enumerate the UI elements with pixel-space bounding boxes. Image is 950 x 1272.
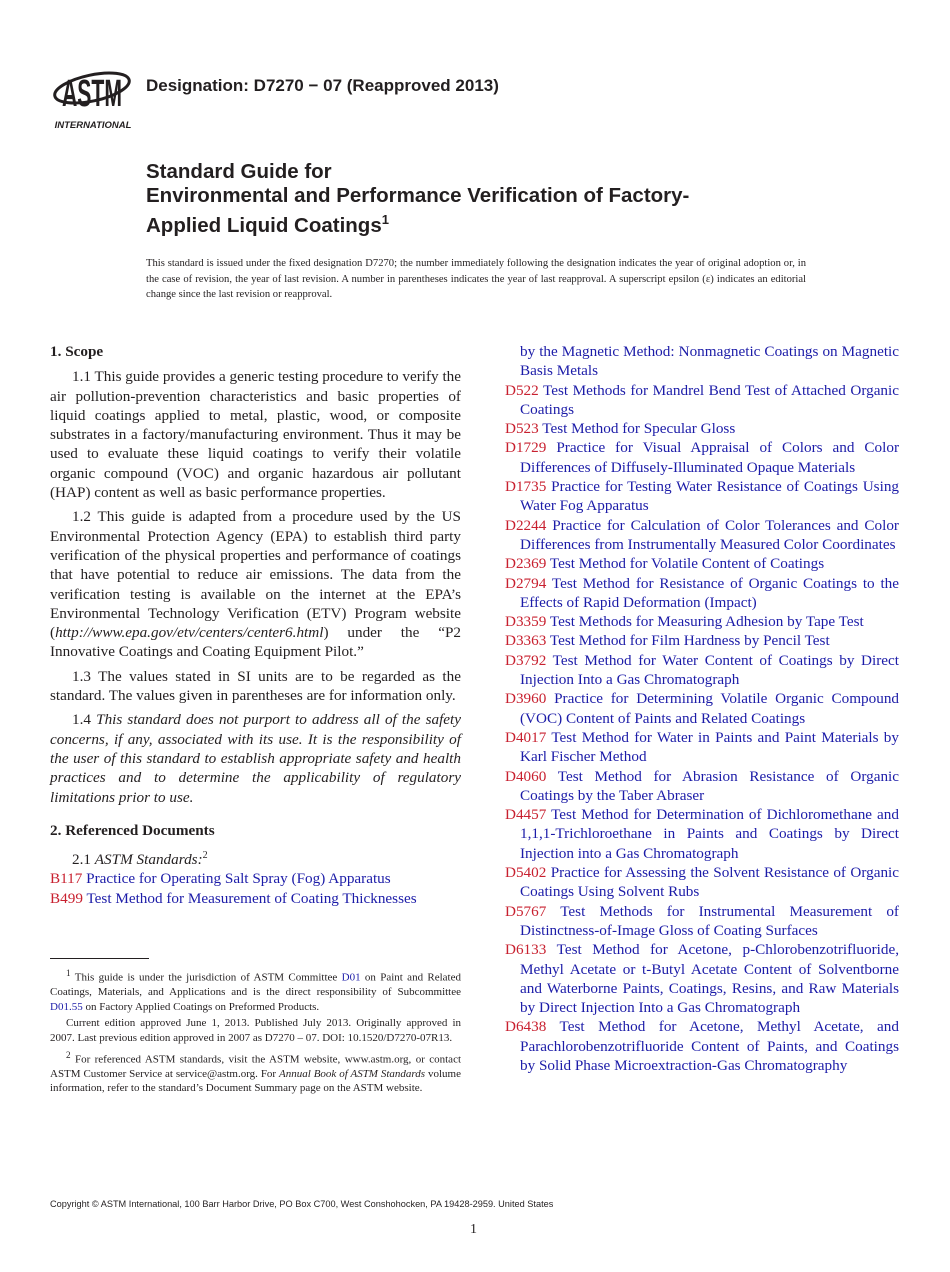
subsection-astm-standards: 2.1 ASTM Standards:$^2$ (72, 850, 208, 869)
reference-item (505, 381, 899, 420)
reference-title-link[interactable]: Practice for Visual Appraisal of Colors and Color Differences of Diffusely-Illuminated Opaque Materials (520, 439, 900, 476)
paragraph-1-3: 1.3 The values stated in SI units are to be regarded as the standard. The values given in parentheses are for information only. (50, 667, 461, 705)
footnote-1: $^1$ This guide is under the jurisdiction of ASTM Committee D01 on Paint and Related Coatings, Materials, and Applications and is the direct responsibility of Subcommittee D01.55 on Factory Applied Coatings on Preformed Products. (50, 968, 461, 1013)
reference-title-link[interactable]: Test Methods for Instrumental Measurement of Distinctness-of-Image Gloss of Coating Surfaces (520, 902, 899, 939)
reference-item (505, 863, 899, 902)
copyright: Copyright © ASTM International, 100 Barr Harbor Drive, PO Box C700, West Conshohocken, PA 19428-2959. United States (50, 1199, 554, 1209)
page-number: 1 (470, 1222, 477, 1237)
reference-item (50, 889, 461, 908)
reference-code-link[interactable]: D2244 (505, 516, 547, 534)
reference-title-link[interactable]: Practice for Assessing the Solvent Resistance of Organic Coatings Using Solvent Rubs (520, 864, 899, 901)
reference-item (505, 574, 899, 613)
paragraph-1-1: 1.1 This guide provides a generic testing procedure to verify the air pollution-prevention characteristics and basic properties of liquid coatings applied to metal, plastic, wood, or composite substrates in a factory/manufacturing environment. Thus it may be used to evaluate these liquid coatings to verify their volatile organic compound (VOC) and organic hazardous air pollutant (HAP) content as well as basic performance properties. (50, 368, 461, 502)
reference-item (505, 651, 899, 690)
reference-item (505, 1017, 899, 1075)
reference-title-link[interactable]: Test Method for Determination of Dichloromethane and 1,1,1-Trichloroethane in Paints and Coatings by Direct Injection into a Gas Chromatograph (520, 806, 899, 862)
standard-notice: This standard is issued under the fixed designation D7270; the number immediately following the designation indicates the year of original adoption or, in the case of revision, the year of last revision. A number in parentheses indicates the year of last reapproval. A superscript epsilon (ε) indicates an editorial change since the last revision or reapproval. (146, 258, 806, 300)
footnote-ref[interactable]: 2 (202, 850, 208, 862)
reference-code-link[interactable]: D6438 (505, 1018, 547, 1036)
title-line: Applied Liquid Coatings$^1$ (146, 212, 389, 237)
reference-code-link[interactable]: D522 (505, 381, 539, 399)
reference-title-link[interactable]: Test Method for Acetone, p-Chlorobenzotrifluoride, Methyl Acetate or t-Butyl Acetate Content of Solventborne and Waterborne Paints, Coatings, Resins, and Raw Materials by Direct Injection Into a Gas Chromatograph (520, 941, 899, 1017)
reference-code-link[interactable]: B117 (50, 870, 83, 888)
section-heading-scope: 1. Scope (50, 343, 104, 360)
reference-code-link[interactable]: D2794 (505, 574, 547, 592)
reference-title-link[interactable]: Practice for Calculation of Color Tolerances and Color Differences from Instrumentally Measured Color Coordinates (520, 516, 899, 553)
etv-url-link[interactable]: http://www.epa.gov/etv/centers/center6.html (55, 624, 324, 642)
reference-title-link[interactable]: Test Method for Specular Gloss (542, 420, 736, 438)
reference-code-link[interactable]: D5402 (505, 864, 547, 882)
document-title (146, 160, 826, 238)
paragraph-1-4: 1.4 This standard does not purport to address all of the safety concerns, if any, associated with its use. It is the responsibility of the user of this standard to establish appropriate safety and health practices and to determine the applicability of regulatory limitations prior to use. (50, 711, 462, 806)
reference-item (505, 631, 899, 650)
footnote-ref[interactable]: 1 (381, 212, 389, 227)
reference-title-link[interactable]: Test Method for Acetone, Methyl Acetate, and Parachlorobenzotrifluoride Content of Paints, and Coatings by Solid Phase Microextraction-Gas Chromatography (520, 1018, 899, 1074)
section-heading-referenced-documents: 2. Referenced Documents (50, 821, 215, 839)
reference-item (50, 869, 461, 888)
reference-code-link[interactable]: D3960 (505, 690, 547, 708)
reference-code-link[interactable]: D3792 (505, 651, 547, 669)
reference-code-link[interactable]: D4457 (505, 806, 547, 824)
reference-code-link[interactable]: D5767 (505, 902, 547, 920)
paragraph-1-2: 1.2 This guide is adapted from a procedure used by the US Environmental Protection Agency (EPA) to establish third party verification of the physical properties and performance of coatings that have potential to reduce air emissions. The data from the verification testing is available on the internet at the EPA’s Environmental Technology Verification (ETV) Program website (http://www.epa.gov/etv/centers/center6.html) under the “P2 Innovative Coatings and Coating Equipment Pilot.” (50, 508, 461, 661)
reference-code-link[interactable]: D4017 (505, 728, 547, 746)
reference-item (505, 419, 899, 438)
reference-code-link[interactable]: B499 (50, 889, 83, 907)
reference-code-link[interactable]: D4060 (505, 767, 547, 785)
designation: Designation: D7270 − 07 (Reapproved 2013) (146, 76, 499, 95)
reference-title-link[interactable]: Practice for Operating Salt Spray (Fog) Apparatus (86, 870, 391, 888)
reference-title-link[interactable]: Test Method for Volatile Content of Coatings (549, 555, 825, 573)
reference-title-link[interactable]: Practice for Determining Volatile Organic Compound (VOC) Content of Paints and Related Coatings (520, 690, 900, 727)
reference-title-link[interactable]: Test Method for Water Content of Coatings by Direct Injection Into a Gas Chromatograph (520, 651, 899, 689)
footnote-divider (50, 958, 149, 959)
reference-title-link[interactable]: Test Methods for Measuring Adhesion by Tape Test (549, 613, 864, 631)
title-line: Standard Guide for (146, 160, 332, 183)
astm-logo (52, 58, 134, 132)
right-column (505, 342, 899, 1075)
reference-item (505, 767, 899, 806)
svg-text:INTERNATIONAL: INTERNATIONAL (54, 120, 132, 131)
subcommittee-d01-55-link[interactable]: D01.55 (50, 1000, 83, 1013)
reference-item (505, 902, 899, 941)
reference-title-link[interactable]: Test Method for Measurement of Coating Thicknesses (86, 889, 417, 907)
reference-code-link[interactable]: D2369 (505, 555, 547, 573)
reference-continuation[interactable]: by the Magnetic Method: Nonmagnetic Coatings on Magnetic Basis Metals (520, 343, 899, 380)
edition-note: Current edition approved June 1, 2013. Published July 2013. Originally approved in 2007. Last previous edition approved in 2007 as D7270 – 07. DOI: 10.1520/D7270-07R13. (50, 1017, 461, 1045)
reference-code-link[interactable]: D1735 (505, 478, 547, 496)
reference-code-link[interactable]: D523 (505, 420, 539, 438)
title-line: Environmental and Performance Verification of Factory- (146, 184, 690, 207)
reference-code-link[interactable]: D1729 (505, 439, 547, 457)
committee-d01-link[interactable]: D01 (341, 971, 361, 984)
svg-text:ASTM: ASTM (62, 73, 122, 115)
reference-code-link[interactable]: D3363 (505, 632, 547, 650)
reference-title-link[interactable]: Test Method for Abrasion Resistance of Organic Coatings by the Taber Abraser (520, 767, 899, 804)
left-column (50, 342, 461, 908)
reference-title-link[interactable]: Test Method for Resistance of Organic Coatings to the Effects of Rapid Deformation (Impact) (520, 574, 899, 611)
reference-item (505, 940, 899, 1017)
reference-item (505, 554, 899, 573)
reference-code-link[interactable]: D3359 (505, 613, 547, 631)
reference-title-link[interactable]: Test Methods for Mandrel Bend Test of Attached Organic Coatings (520, 381, 899, 418)
reference-item (505, 612, 899, 631)
reference-title-link[interactable]: Test Method for Water in Paints and Paint Materials by Karl Fischer Method (520, 728, 899, 766)
reference-item (505, 438, 899, 477)
footnotes (50, 966, 461, 1098)
footnote-2: $^2$ For referenced ASTM standards, visit the ASTM website, www.astm.org, or contact ASTM Customer Service at service@astm.org. For Annual Book of ASTM Standards volume information, refer to the standard’s Document Summary page on the ASTM website. (50, 1049, 462, 1095)
reference-item (505, 805, 899, 863)
reference-item (505, 516, 899, 555)
reference-title-link[interactable]: Practice for Testing Water Resistance of Coatings Using Water Fog Apparatus (520, 478, 900, 515)
reference-item (505, 689, 899, 728)
reference-code-link[interactable]: D6133 (505, 941, 547, 959)
reference-item (505, 728, 899, 767)
reference-item (505, 477, 899, 516)
reference-title-link[interactable]: Test Method for Film Hardness by Pencil Test (549, 632, 830, 650)
